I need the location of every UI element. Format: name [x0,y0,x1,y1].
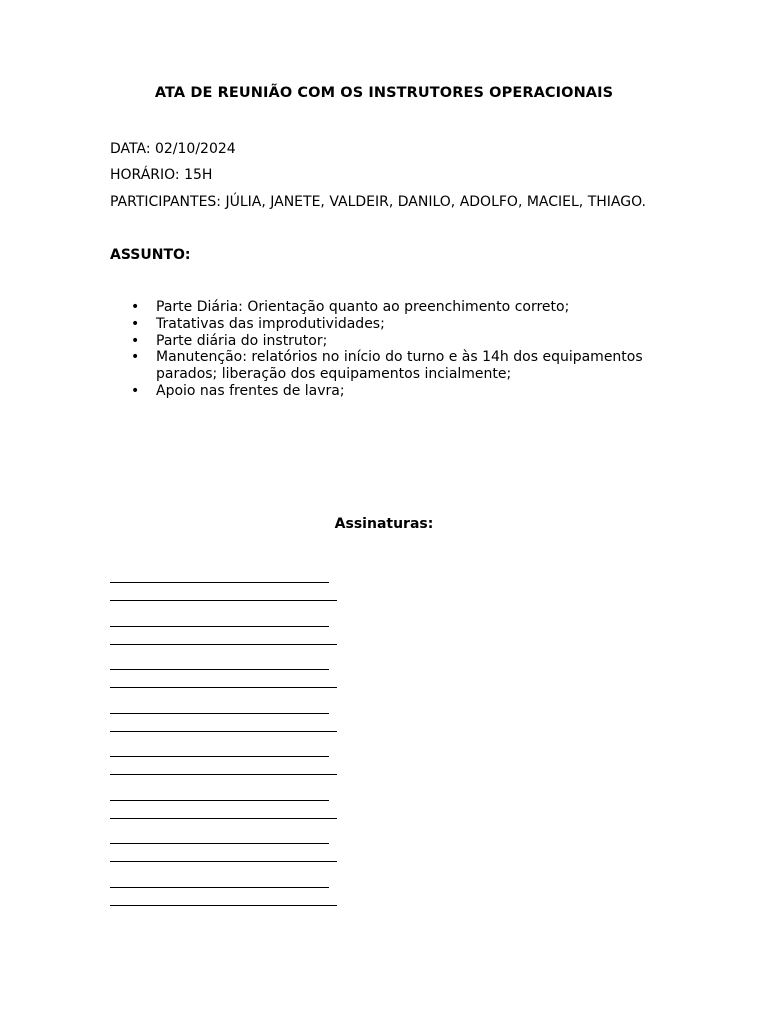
signature-line [110,905,337,906]
signature-line [110,774,337,775]
signature-line [110,887,329,888]
bullet-icon: • [131,332,140,349]
list-item [110,299,670,316]
signature-line [110,713,329,714]
signature-line [110,582,329,583]
meeting-date: DATA: 02/10/2024 [110,141,236,157]
meeting-time: HORÁRIO: 15H [110,167,213,183]
signature-line [110,731,337,732]
subject-heading: ASSUNTO: [110,247,191,263]
list-item [110,349,670,383]
bullet-icon: • [131,315,140,332]
signatures-heading: Assinaturas: [334,516,434,532]
document-title: ATA DE REUNIÃO COM OS INSTRUTORES OPERACIONAIS [154,85,614,101]
list-item [110,316,670,333]
signature-line [110,600,337,601]
topic-text: Apoio nas frentes de lavra; [156,382,345,399]
bullet-icon: • [131,299,140,315]
signature-line [110,861,337,862]
signature-line [110,843,329,844]
signature-line [110,756,329,757]
signature-line [110,644,337,645]
signature-line [110,800,329,801]
list-item [110,383,670,400]
topics-list [110,299,670,400]
signature-line [110,669,329,670]
topic-text: Tratativas das improdutividades; [156,315,385,332]
bullet-icon: • [131,382,140,399]
signature-line [110,687,337,688]
bullet-icon: • [131,349,140,366]
topic-text: Parte Diária: Orientação quanto ao preenchimento correto; [156,299,570,315]
list-item [110,333,670,350]
signature-line [110,626,329,627]
meeting-participants: PARTICIPANTES: JÚLIA, JANETE, VALDEIR, DANILO, ADOLFO, MACIEL, THIAGO. [110,194,646,210]
signature-line [110,818,337,819]
topic-text: Parte diária do instrutor; [156,332,328,349]
topic-text: Manutenção: relatórios no início do turno e às 14h dos equipamentos parados; liberação dos equipamentos incialmente; [156,349,643,383]
